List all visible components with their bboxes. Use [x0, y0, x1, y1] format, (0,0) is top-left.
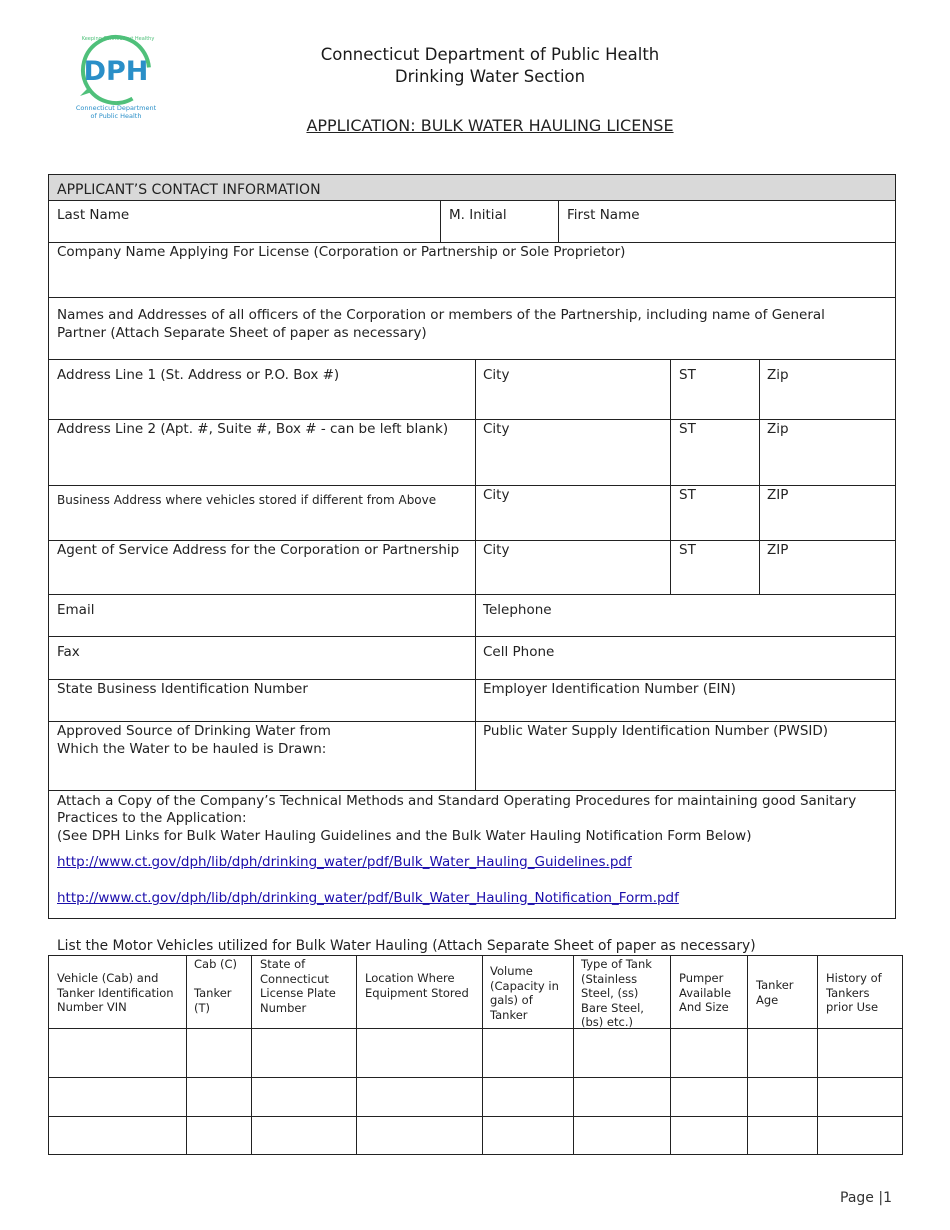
middle-initial-label: M. Initial [449, 207, 507, 223]
column-header-plate: State of Connecticut License Plate Number [260, 957, 336, 1015]
pwsid-label: Public Water Supply Identification Number (PWSID) [483, 723, 829, 739]
company-name-label: Company Name Applying For License (Corporation or Partnership or Sole Proprietor) [57, 244, 626, 260]
svg-text:Connecticut Department: Connecticut Department [75, 104, 157, 112]
address-line-2-label: Address Line 2 (Apt. #, Suite #, Box # - can be left blank) [57, 421, 449, 437]
city-label: City [483, 421, 510, 437]
business-address-label: Business Address where vehicles stored if different from Above [57, 493, 437, 507]
agent-address-label: Agent of Service Address for the Corporation or Partnership [57, 542, 460, 558]
city-label: City [483, 542, 510, 558]
zip-label: ZIP [767, 487, 789, 503]
page-title: APPLICATION: BULK WATER HAULING LICENSE [306, 116, 674, 135]
attach-instructions-1: Attach a Copy of the Company’s Technical Methods and Standard Operating Procedures for maintaining good Sanitary [57, 793, 857, 809]
column-header-tanker-age: Tanker Age [756, 978, 794, 1007]
email-label: Email [57, 602, 95, 618]
column-header-history: History of Tankers prior Use [826, 971, 882, 1014]
column-header-volume: Volume (Capacity in gals) of Tanker [490, 964, 559, 1022]
last-name-label: Last Name [57, 207, 130, 223]
cell-phone-label: Cell Phone [483, 644, 555, 660]
column-header-vin: Vehicle (Cab) and Tanker Identification Number VIN [57, 971, 174, 1014]
svg-text:DPH: DPH [83, 56, 149, 87]
state-label: ST [679, 421, 696, 437]
state-label: ST [679, 542, 696, 558]
column-header-pumper: Pumper Available And Size [679, 971, 732, 1014]
svg-text:Keeping Connecticut Healthy: Keeping Connecticut Healthy [81, 36, 155, 42]
approved-source-label-2: Which the Water to be hauled is Drawn: [57, 741, 327, 757]
zip-label: ZIP [767, 542, 789, 558]
zip-label: Zip [767, 421, 789, 437]
city-label: City [483, 367, 510, 383]
fax-label: Fax [57, 644, 80, 660]
state-business-id-label: State Business Identification Number [57, 681, 308, 697]
vehicles-caption: List the Motor Vehicles utilized for Bulk Water Hauling (Attach Separate Sheet of paper as necessary) [57, 938, 756, 954]
column-header-tank-type: Type of Tank (Stainless Steel, (ss) Bare Steel, (bs) etc.) [581, 957, 652, 1029]
city-label: City [483, 487, 510, 503]
contact-info-heading: APPLICANT’S CONTACT INFORMATION [57, 182, 321, 198]
column-header-cab-tanker: Cab (C) Tanker (T) [194, 957, 238, 1015]
column-header-location: Location Where Equipment Stored [365, 971, 469, 1000]
guidelines-link[interactable]: http://www.ct.gov/dph/lib/dph/drinking_water/pdf/Bulk_Water_Hauling_Guidelines.pdf [57, 854, 632, 870]
state-label: ST [679, 367, 696, 383]
address-line-1-label: Address Line 1 (St. Address or P.O. Box #) [57, 367, 340, 383]
attach-instructions-3: (See DPH Links for Bulk Water Hauling Guidelines and the Bulk Water Hauling Notification Form Below) [57, 828, 752, 844]
zip-label: Zip [767, 367, 789, 383]
section-name: Drinking Water Section [394, 67, 586, 86]
state-label: ST [679, 487, 696, 503]
page-number: Page |1 [840, 1190, 892, 1206]
notification-form-link[interactable]: http://www.ct.gov/dph/lib/dph/drinking_water/pdf/Bulk_Water_Hauling_Notification_Form.pdf [57, 890, 679, 906]
attach-instructions-2: Practices to the Application: [57, 810, 247, 826]
first-name-label: First Name [567, 207, 640, 223]
approved-source-label-1: Approved Source of Drinking Water from [57, 723, 331, 739]
svg-text:of Public Health: of Public Health [90, 112, 142, 120]
ein-label: Employer Identification Number (EIN) [483, 681, 736, 697]
officers-label: Names and Addresses of all officers of the Corporation or members of the Partnership, including name of General Partner (Attach Separate Sheet of paper as necessary) [57, 307, 825, 341]
telephone-label: Telephone [483, 602, 552, 618]
department-name: Connecticut Department of Public Health [320, 45, 660, 64]
